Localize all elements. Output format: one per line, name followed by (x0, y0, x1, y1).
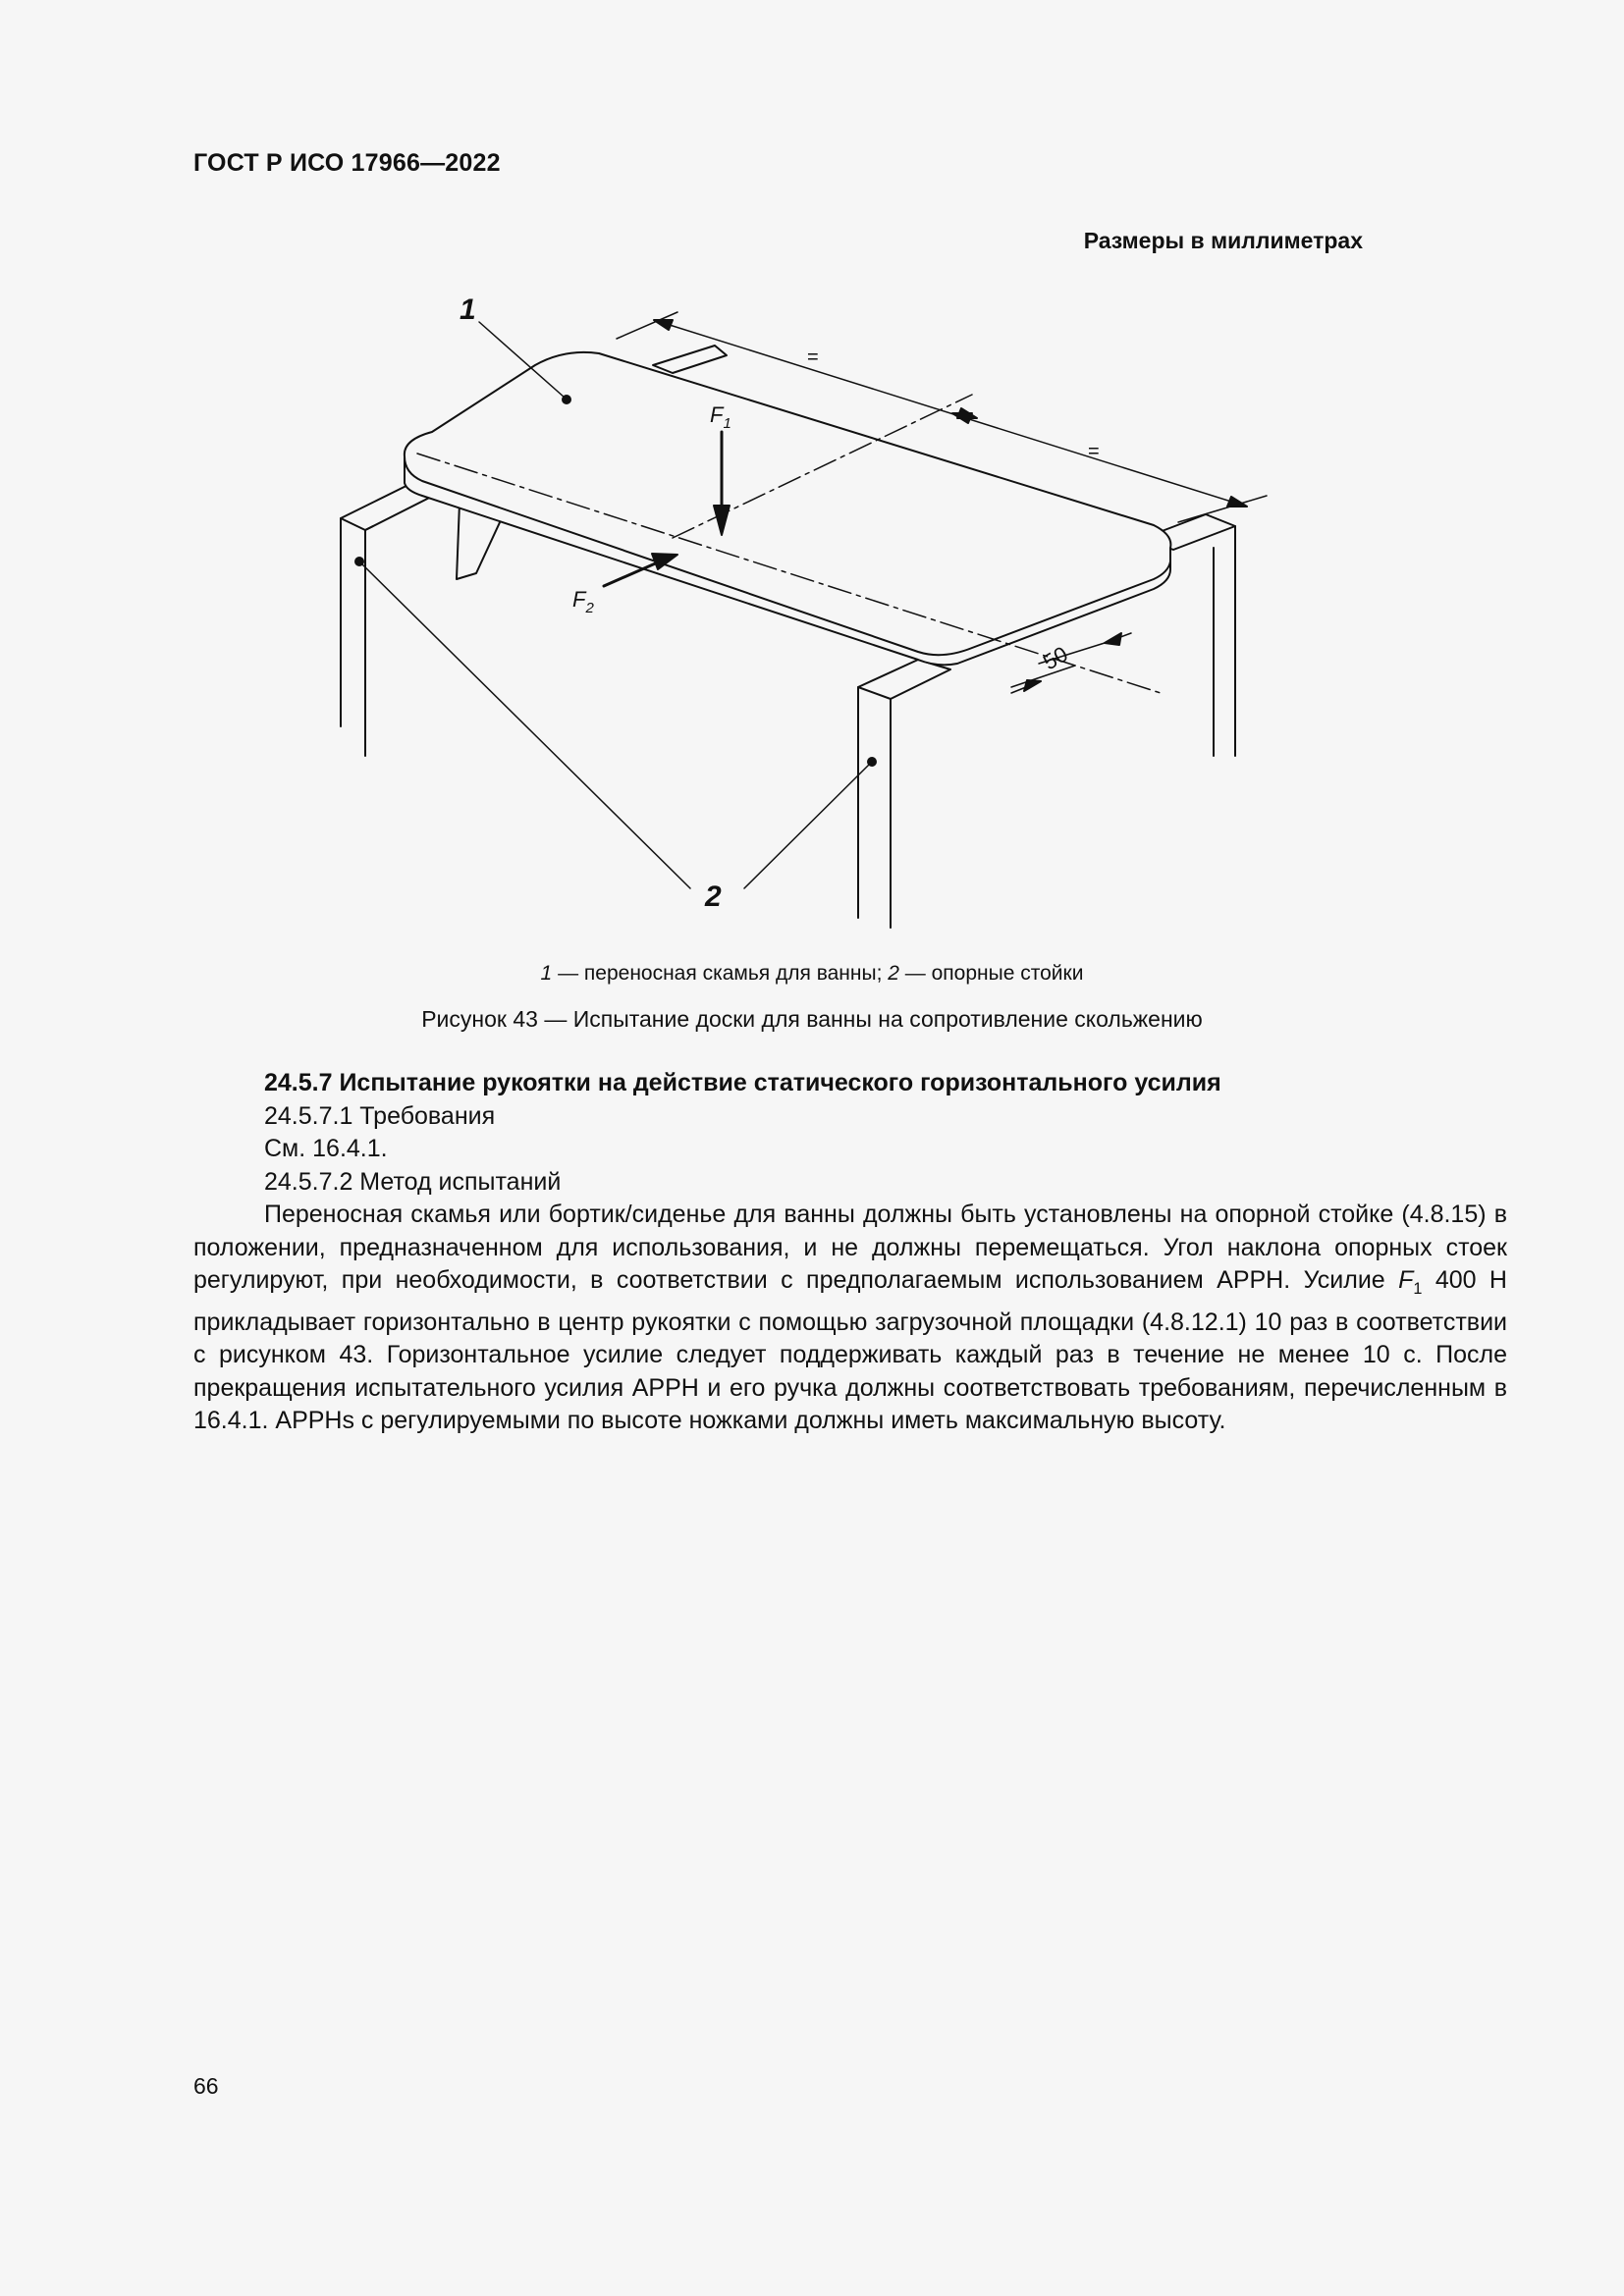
legend-item-1-text: — переносная скамья для ванны; (552, 962, 889, 985)
reference-line: См. 16.4.1. (264, 1135, 388, 1162)
legend-item-2-text: — опорные стойки (898, 962, 1084, 985)
figure-43 (314, 285, 1296, 933)
bath-board-diagram (314, 285, 1296, 933)
force-f1-label: $F_1$ (710, 402, 731, 432)
legend-item-1-number: 1 (540, 962, 553, 985)
legend-item-2-number: 2 (888, 962, 899, 985)
subsection-requirements: 24.5.7.1 Требования (264, 1101, 496, 1130)
equal-mark-1: = (807, 347, 819, 368)
section-heading: 24.5.7 Испытание рукоятки на действие статического горизонтального усилия (264, 1069, 1221, 1096)
section-body (193, 1067, 1507, 1438)
subsection-method: 24.5.7.2 Метод испытаний (264, 1167, 562, 1196)
bath-board (405, 352, 1171, 693)
units-note: Размеры в миллиметрах (1083, 228, 1363, 253)
document-header: ГОСТ Р ИСО 17966—2022 (193, 149, 501, 177)
equal-mark-2: = (1088, 441, 1100, 462)
page-number: 66 (193, 2073, 219, 2099)
method-text-2: 400 Н прикладывает горизонтально в центр рукоятки с помощью загрузочной площадки (4.8.12.1) 10 раз в соответствии с рисунком 43. Горизонтальное усилие следует поддерживать каждый раз в течение не менее 10 с. После прекращения испытательного усилия АРРН и его ручка должны соответствовать требованиям, перечисленным в 16.4.1. АРРНs с регулируемыми по высоте ножками должны иметь максимальную высоту. (193, 1266, 1507, 1434)
callout-1: 1 (460, 294, 476, 326)
figure-caption: Рисунок 43 — Испытание доски для ванны на сопротивление скольжению (421, 1006, 1203, 1032)
front-support-post (858, 660, 950, 928)
callout-2: 2 (705, 881, 722, 913)
left-support-post (341, 473, 459, 756)
force-f2-label: $F_2$ (572, 587, 594, 616)
dimension-50-label: 50 (1039, 641, 1072, 675)
force-subscript: 1 (1413, 1280, 1423, 1298)
force-symbol: F (1398, 1266, 1414, 1294)
dimension-50 (1011, 633, 1131, 693)
method-paragraph (193, 1199, 1507, 1438)
method-text-1: Переносная скамья или бортик/сиденье для ванны должны быть установлены на опорной стойке (4.8.15) в положении, предназначенном для использования, и не должны перемещаться. Угол наклона опорных стоек регулируют, при необходимости, в соответствии с предполагаемым использованием АРРН. Усилие (193, 1201, 1507, 1294)
figure-legend (0, 962, 1624, 986)
